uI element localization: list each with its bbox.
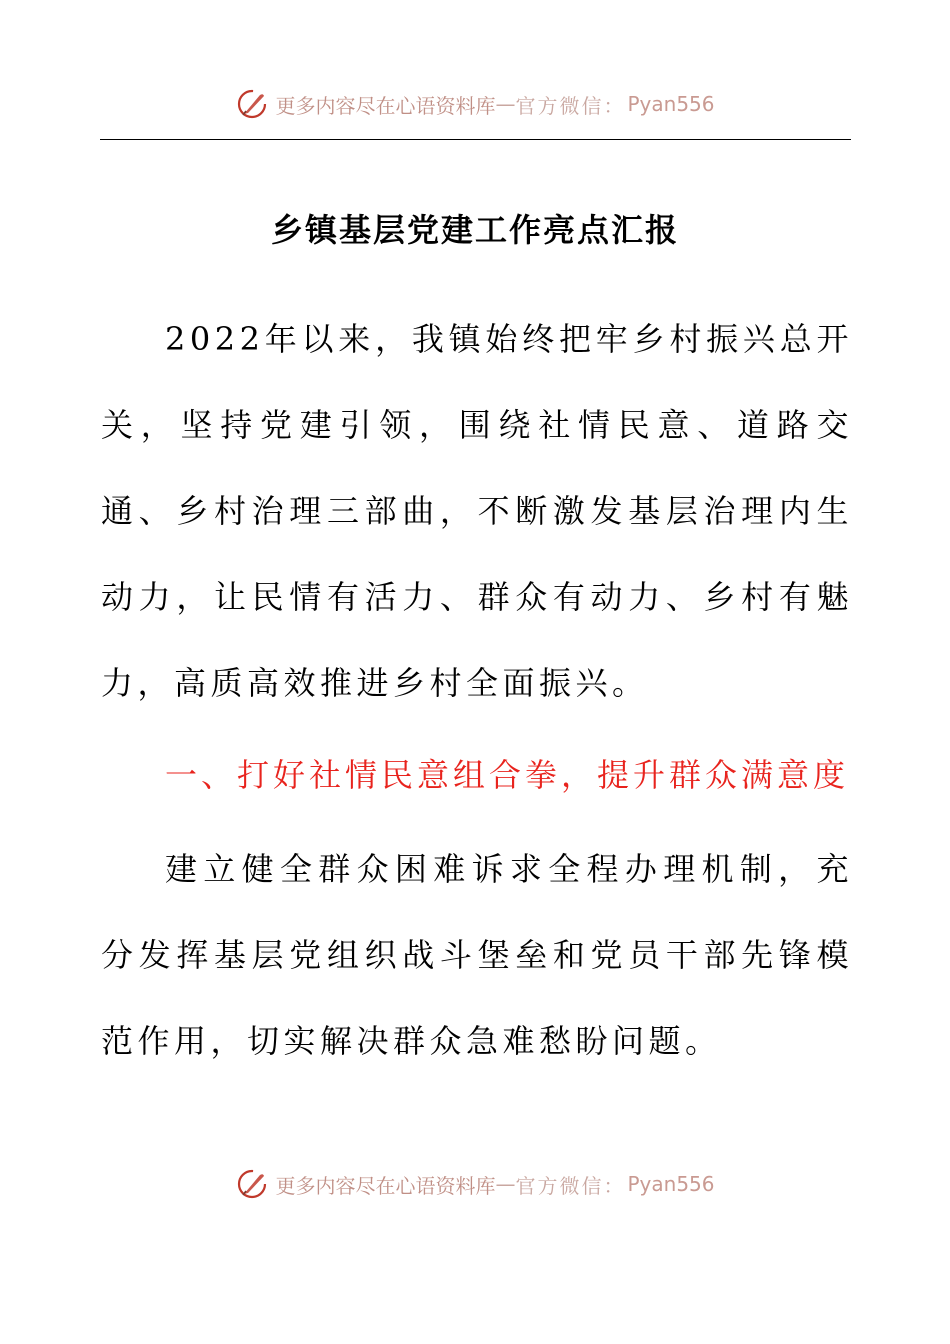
document-title: 乡镇基层党建工作亮点汇报 (270, 211, 679, 249)
watermark-main-text: 更多内容尽在心语资料库 (275, 93, 496, 118)
watermark-main-text: 更多内容尽在心语资料库 (275, 1173, 496, 1198)
intro-paragraph: 2022年以来，我镇始终把牢乡村振兴总开关，坚持党建引领，围绕社情民意、道路交通、乡村治理三部曲，不断激发基层治理内生动力，让民情有活力、群众有动力、乡村有魅力，高质高效推进乡村全面振兴。 (101, 320, 853, 702)
quill-logo-icon (235, 1167, 269, 1201)
header-watermark (0, 84, 950, 124)
footer-watermark (0, 1164, 950, 1204)
watermark-wechat-label: 官方微信： (515, 93, 626, 118)
section-1-paragraph: 建立健全群众困难诉求全程办理机制，充分发挥基层党组织战斗堡垒和党员干部先锋模范作用，切实解决群众急难愁盼问题。 (101, 850, 853, 1060)
watermark-wechat-label: 官方微信： (515, 1173, 626, 1198)
quill-logo-icon (235, 87, 269, 121)
section-heading-1: 一、打好社情民意组合拳，提升群众满意度 (165, 756, 850, 794)
watermark-dash: — (495, 1172, 516, 1196)
header-divider (100, 139, 851, 140)
watermark-wechat-id: Pyan556 (627, 92, 715, 116)
watermark-dash: — (495, 92, 516, 116)
watermark-wechat-id: Pyan556 (627, 1172, 715, 1196)
